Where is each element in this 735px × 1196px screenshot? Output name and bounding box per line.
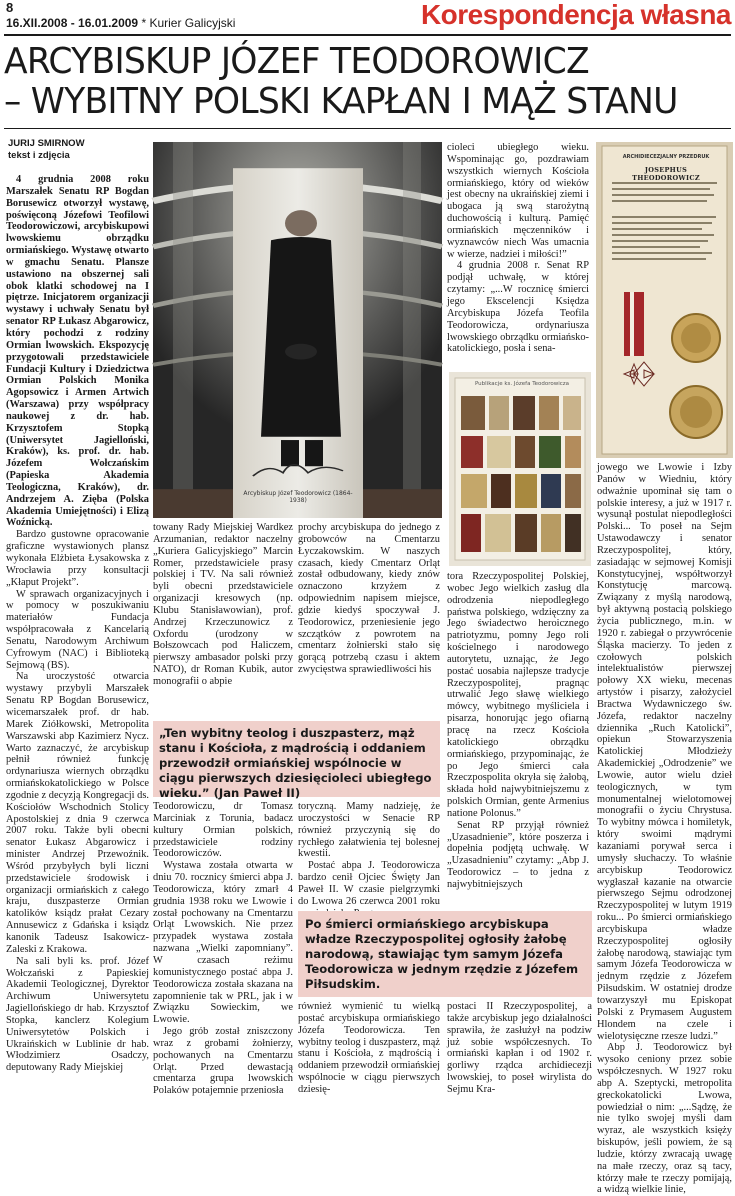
- paragraph: Wystawa została otwarta w dniu 70. rocznicy śmierci abpa J. Teodorowicza, który zmarł 4 grudnia 1938 roku we Lwowie i został pochowany na Cmentarzu Orląt Lwowskich. Nie przez przypadek wystawa została nazwana „Wielki zapomniany”. W czasach reżimu komunistycznego postać abpa J. Teodorowicza została skazana na zapomnienie tak w PRL, jak i w Związku Sowieckim, we Lwowie.: [153, 860, 293, 1026]
- page-header: [0, 0, 735, 34]
- issue-separator: *: [138, 16, 150, 30]
- publication-name: Kurier Galicyjski: [149, 16, 236, 30]
- headline-line-1: ARCYBISKUP JÓZEF TEODOROWICZ: [4, 41, 589, 82]
- paragraph: jowego we Lwowie i Izby Panów w Wiedniu, który odważnie upominał się tam o polskie interesy, a już w 1917 r. wysunął postulat niepodległości Polski... To poseł na Sejm Ustawodawczy i senator Rzeczypospolitej, który, zasiadając w sejmowej Komisji Konstytucyjnej, współtworzył Konstytucję marcową. Związany z myślą narodową, był aktywną postacią polskiego życia publicznego, m.in. w 1920 r. zabiegał o przywrócenie Śląska macierzy. To jeden z czołowych polskich intelektualistów pierwszej połowy XX wieku, mecenas artystów i pisarzy, założyciel Bractwa Wydawniczego św. Józefa, redaktor naczelny dziennika „Ruch Katolicki”, opiekun Stowarzyszenia Katolickiej Młodzieży Akademickiej „Odrodzenie” we Lwowie, autor wielu dzieł teologicznych, w tym monumentalnej wielotomowej monografii o życiu Chrystusa. To wybitny mówca i homiletyk, który swoimi mądrymi kazaniami porywał serca i umysły słuchaczy. To właśnie arcybiskup Teodorowicz wygłaszał kazanie na otwarcie pierwszego Sejmu odrodzonej Rzeczypospolitej w lutym 1919 roku... Po śmierci ormiańskiego arcybiskupa władze Rzeczypospolitej ogłosiły żałobę narodową, stawiając tym samym Józefa Teodorowicza w jednym rzędzie z Józefem Piłsudskim. W ostatniej drodze towarzyszył mu Episkopat Polski z Prymasem Augustem Hlondem na czele i wielotysięczne rzesze ludzi.”: [597, 462, 732, 1042]
- column-2-lower: [153, 801, 293, 1096]
- headline-line-2: – WYBITNY POLSKI KAPŁAN I MĄŻ STANU: [4, 81, 678, 122]
- book-display-caption: Publikacje ks. Józefa Teodorowicza: [474, 381, 570, 387]
- issue-line: [6, 16, 235, 30]
- paragraph: Teodorowiczu, dr Tomasz Marciniak z Torunia, badacz kultury Ormian polskich, przedstawiciele rodziny Teodorowiczów.: [153, 801, 293, 860]
- column-4-middle: [447, 571, 589, 903]
- book-display-image: [449, 372, 591, 566]
- paragraph: Abp J. Teodorowicz był wysoko ceniony przez sobie współczesnych. W 1927 roku abp A. Szeptycki, metropolita greckokatolicki Lwowa, powiedział o nim: „...Sądzę, że nie tylko swojej myśli dam wyraz, ale wszystkich księży biskupów, jeśli powiem, że są ludzie, którzy zwracają uwagę na małe rzeczy, oraz są tacy, którzy małe te rzeczy pomijają, a widzą wielkie linie,: [597, 1042, 732, 1196]
- portrait-banner-caption: Arcybiskup Józef Teodorowicz (1864-1938): [243, 490, 353, 504]
- headline-divider: [4, 128, 731, 129]
- portrait-banner-photo: [153, 142, 442, 518]
- column-1: [6, 174, 149, 1096]
- paragraph: Bardzo gustowne opracowanie graficzne wystawionych plansz wykonała Elżbieta Łysakowska z Wrocławia przy konsultacji „Kłaput Projekt”.: [6, 529, 149, 588]
- pull-quote-mourning: Po śmierci ormiańskiego arcybiskupa władze Rzeczypospolitej ogłosiły żałobę narodową, stawiając tym samym Józefa Teodorowicza w jednym rzędzie z Józefem Piłsudskim.: [298, 911, 592, 997]
- author-credit: tekst i zdjęcia: [8, 150, 70, 161]
- paragraph: Na uroczystość otwarcia wystawy przybyli Marszałek Senatu RP Bogdan Borusewicz, wicemarszałek prof. dr hab. Marek Ziółkowski, Metropolita Warszawski abp Kazimierz Nycz. Warto zaznaczyć, że arcybiskup pełnił również funkcję ordynariusza wiernych obrządku ormiańskokatolickiego w Polsce zgodnie z decyzją Kongregacji ds. Kościołów Wschodnich Stolicy Apostolskiej z dnia 9 czerwca 2007 roku. Także byli obecni senator Łukasz Abgarowicz i minister Andrzej Przewoźnik. Wśród przybyłych byli liczni przedstawiciele środowisk i organizacji ormiańskich z całego kraju, duszpasterze Ormian katolików ksiądz prałat Cezary Annusewicz z Gdańska i ksiądz kanonik Tadeusz Isakowicz-Zaleski z Krakowa.: [6, 671, 149, 955]
- author-name: JURIJ SMIRNOW: [8, 138, 85, 149]
- column-2-upper-text: [153, 522, 293, 718]
- page-number: 8: [6, 0, 14, 15]
- paragraph: 4 grudnia 2008 r. Senat RP podjął uchwałę, w której czytamy: „...W rocznicę śmierci jego Ekscelencji Księdza Arcybiskupa Józefa Teofila Teodorowicza, ordynariusza lwowskiego obrządku ormiańsko-katolickiego, posła i sena-: [447, 260, 589, 355]
- pull-quote-text: „Ten wybitny teolog i duszpasterz, mąż stanu i Kościoła, z mądrością i oddaniem przewodził ormiańskiej wspólnocie w ciągu pierwszych dziesięcioleci ubiegłego wieku.”: [159, 726, 432, 800]
- document-name: JOSEPHUS THEODOROWICZ: [632, 166, 700, 182]
- document-medal-photo: [596, 142, 733, 458]
- paragraph: towany Rady Miejskiej Wardkez Arzumanian, redaktor naczelny „Kuriera Galicyjskiego” Marcin Romer, przedstawiciele prasy polskiej i TV. Na sali również byli obecni przedstawiciele organizacji kresowych (np. Klubu Stanisławowian), prof. Andrzej Krzeczunowicz z Oxfordu (urodzony w Bołszowcach pod Haliczem, pierwszy ambasador polski przy NATO), dr Roman Kubik, autor monografii o abpie: [153, 522, 293, 687]
- column-3-upper-text: [298, 522, 440, 718]
- paragraph: W sprawach organizacyjnych i w pomocy w poszukiwaniu materiałów Fundacja współpracowała z Kancelarią Senatu, Narodowym Archiwum Cyfrowym (NAC) i Biblioteką Sejmową (BS).: [6, 588, 149, 671]
- column-3-lower: [298, 801, 440, 909]
- pull-quote-source: (Jan Paweł II): [213, 786, 301, 800]
- book-display-photo: [449, 372, 591, 566]
- paragraph: prochy arcybiskupa do jednego z grobowców na Cmentarzu Łyczakowskim. W naszych czasach, kiedy Cmentarz Orląt został odbudowany, kiedy znów oznaczono krzyżem z odpowiednim napisem miejsce, gdzie kiedyś spoczywał J. Teodorowicz, przeniesienie jego szczątków z powrotem na cmentarz żołnierski stało się gorącą potrzebą czasu i aktem zwycięstwa sprawiedliwości his: [298, 522, 440, 676]
- portrait-banner-image: [153, 142, 442, 518]
- byline: [8, 138, 85, 162]
- article-headline: [4, 42, 702, 122]
- paragraph: Jego grób został zniszczony wraz z grobami żołnierzy, pochowanych na Cmentarzu Orląt. Przed dewastacją cmentarza grupa lwowskich Polaków potajemnie przeniosła: [153, 1026, 293, 1097]
- pull-quote-pope: [153, 721, 440, 800]
- paragraph: Senat RP przyjął również „Uzasadnienie”, które poszerza i dopełnia podjętą uchwałę. W „Uzasadnieniu” czytamy: „Abp J. Teodorowicz – to jedna z najwybitniejszych: [447, 819, 589, 890]
- paragraph: również wymienić tu wielką postać arcybiskupa ormiańskiego Józefa Teodorowicza. Ten wybitny teolog i duszpasterz, mąż stanu i Kościoła, z mądrością i oddaniem przewodził ormiańskiej wspólnocie w ciągu pierwszych dziesię-: [298, 1001, 440, 1095]
- column-4-top: [447, 142, 589, 370]
- column-5: [597, 462, 732, 1196]
- column-2-before-quote: [153, 718, 293, 719]
- paragraph: toryczną. Mamy nadzieję, że uroczystości w Senacie RP również przyczynią się do rychłego załatwienia tej bolesnej kwestii.: [298, 801, 440, 860]
- paragraph: postaci II Rzeczypospolitej, a także arcybiskup jego działalności sprawiła, że zasłużył na podziw już sobie współczesnych. To ormiański kapłan i od 1902 r. gorliwy rządca archidiecezji lwowskiej, to poseł wirylista do Sejmu Kra-: [447, 1001, 592, 1095]
- column-3-bottom: [298, 1001, 440, 1096]
- document-medal-image: [596, 142, 733, 458]
- paragraph: Postać abpa J. Teodorowicza bardzo cenił Ojciec Święty Jan Paweł II. W czasie pielgrzymki do Lwowa 26 czerwca 2001 roku: [298, 860, 440, 907]
- issue-dates: 16.XII.2008 - 16.01.2009: [6, 16, 139, 30]
- lead-paragraph: 4 grudnia 2008 roku Marszałek Senatu RP Bogdan Borusewicz otworzył wystawę, poświęconą Józefowi Teofilowi Teodorowiczowi, arcybiskupowi lwowskiemu obrządku ormiańskiego. Wystawę otwarto w gmachu Senatu. Plansze ustawiono na obszernej sali obok klatki schodowej na I piętrze. Inicjatorem organizacji wystawy i uchwały Senatu był senator RP Łukasz Abgarowicz, który pochodzi z rodziny Ormian lwowskich. Ekspozycję przygotowali przedstawiciele Fundacji Kultury i Dziedzictwa Ormian Polskich Monika Agopsowicz i Armen Artwich (Warszawa) przy współpracy naukowej z dr. hab. Krzysztofem Stopką (Uniwersytet Jagielloński, Kraków), ks. prof. dr. hab. Józefem Wołczańskim (Papieska Akademia Teologiczna, Kraków), dr. Andrzejem A. Zięba (Polska Akademia Umiejętności) i Elizą Woźnicką.: [6, 174, 149, 529]
- paragraph: cioleci ubiegłego wieku. Wspominając go, pozdrawiam wszystkich wiernych Kościoła ormiańskiego, który od wieków jest obecny na ukraińskiej ziemi i ubogaca ją swą starożytną duchowością i kulturą. Pamięć ormiańskich męczenników i wyznawców niech Was umacnia w wierze, nadziei i miłości!”: [447, 142, 589, 260]
- paragraph: Na sali byli ks. prof. Józef Wołczański z Papieskiej Akademii Teologicznej, Dyrektor Archiwum Uniwersytetu Jagiellońskiego dr hab. Krzysztof Stopka, kanclerz Kolegium Uniwersytetów Polskich i Ukraińskich w Lublinie dr hab. Włodzimierz Osadczy, deputowany Rady Miejskiej: [6, 955, 149, 1074]
- paragraph: tora Rzeczypospolitej Polskiej, wobec Jego wielkich zasług dla odrodzenia niepodległego państwa polskiego, wdzięczny za Jego świadectwo heroicznego patriotyzmu, pomny Jego roli kościelnego i narodowego autorytetu, uznając, że Jego postać uosabia najlepsze tradycje Rzeczypospolitej, pragnąc utrwalić Jego sławę wielkiego mówcy, wybitnego myśliciela i pisarza, honorując jego ofiarną pracę na rzecz Kościoła katolickiego obrządku ormiańskiego, przypominając, że po Jego śmierci cała Rzeczpospolita okryła się żałobą, składa hołd najwybitniejszemu z polskich Ormian, gente Armenius natione Polonus.”: [447, 571, 589, 819]
- column-4-bottom: [447, 1001, 592, 1096]
- header-divider: [4, 34, 731, 36]
- section-title: Korespondencja własna: [420, 0, 731, 30]
- document-heading: ARCHIDIECEZJALNY PRZEDRUK: [622, 154, 710, 160]
